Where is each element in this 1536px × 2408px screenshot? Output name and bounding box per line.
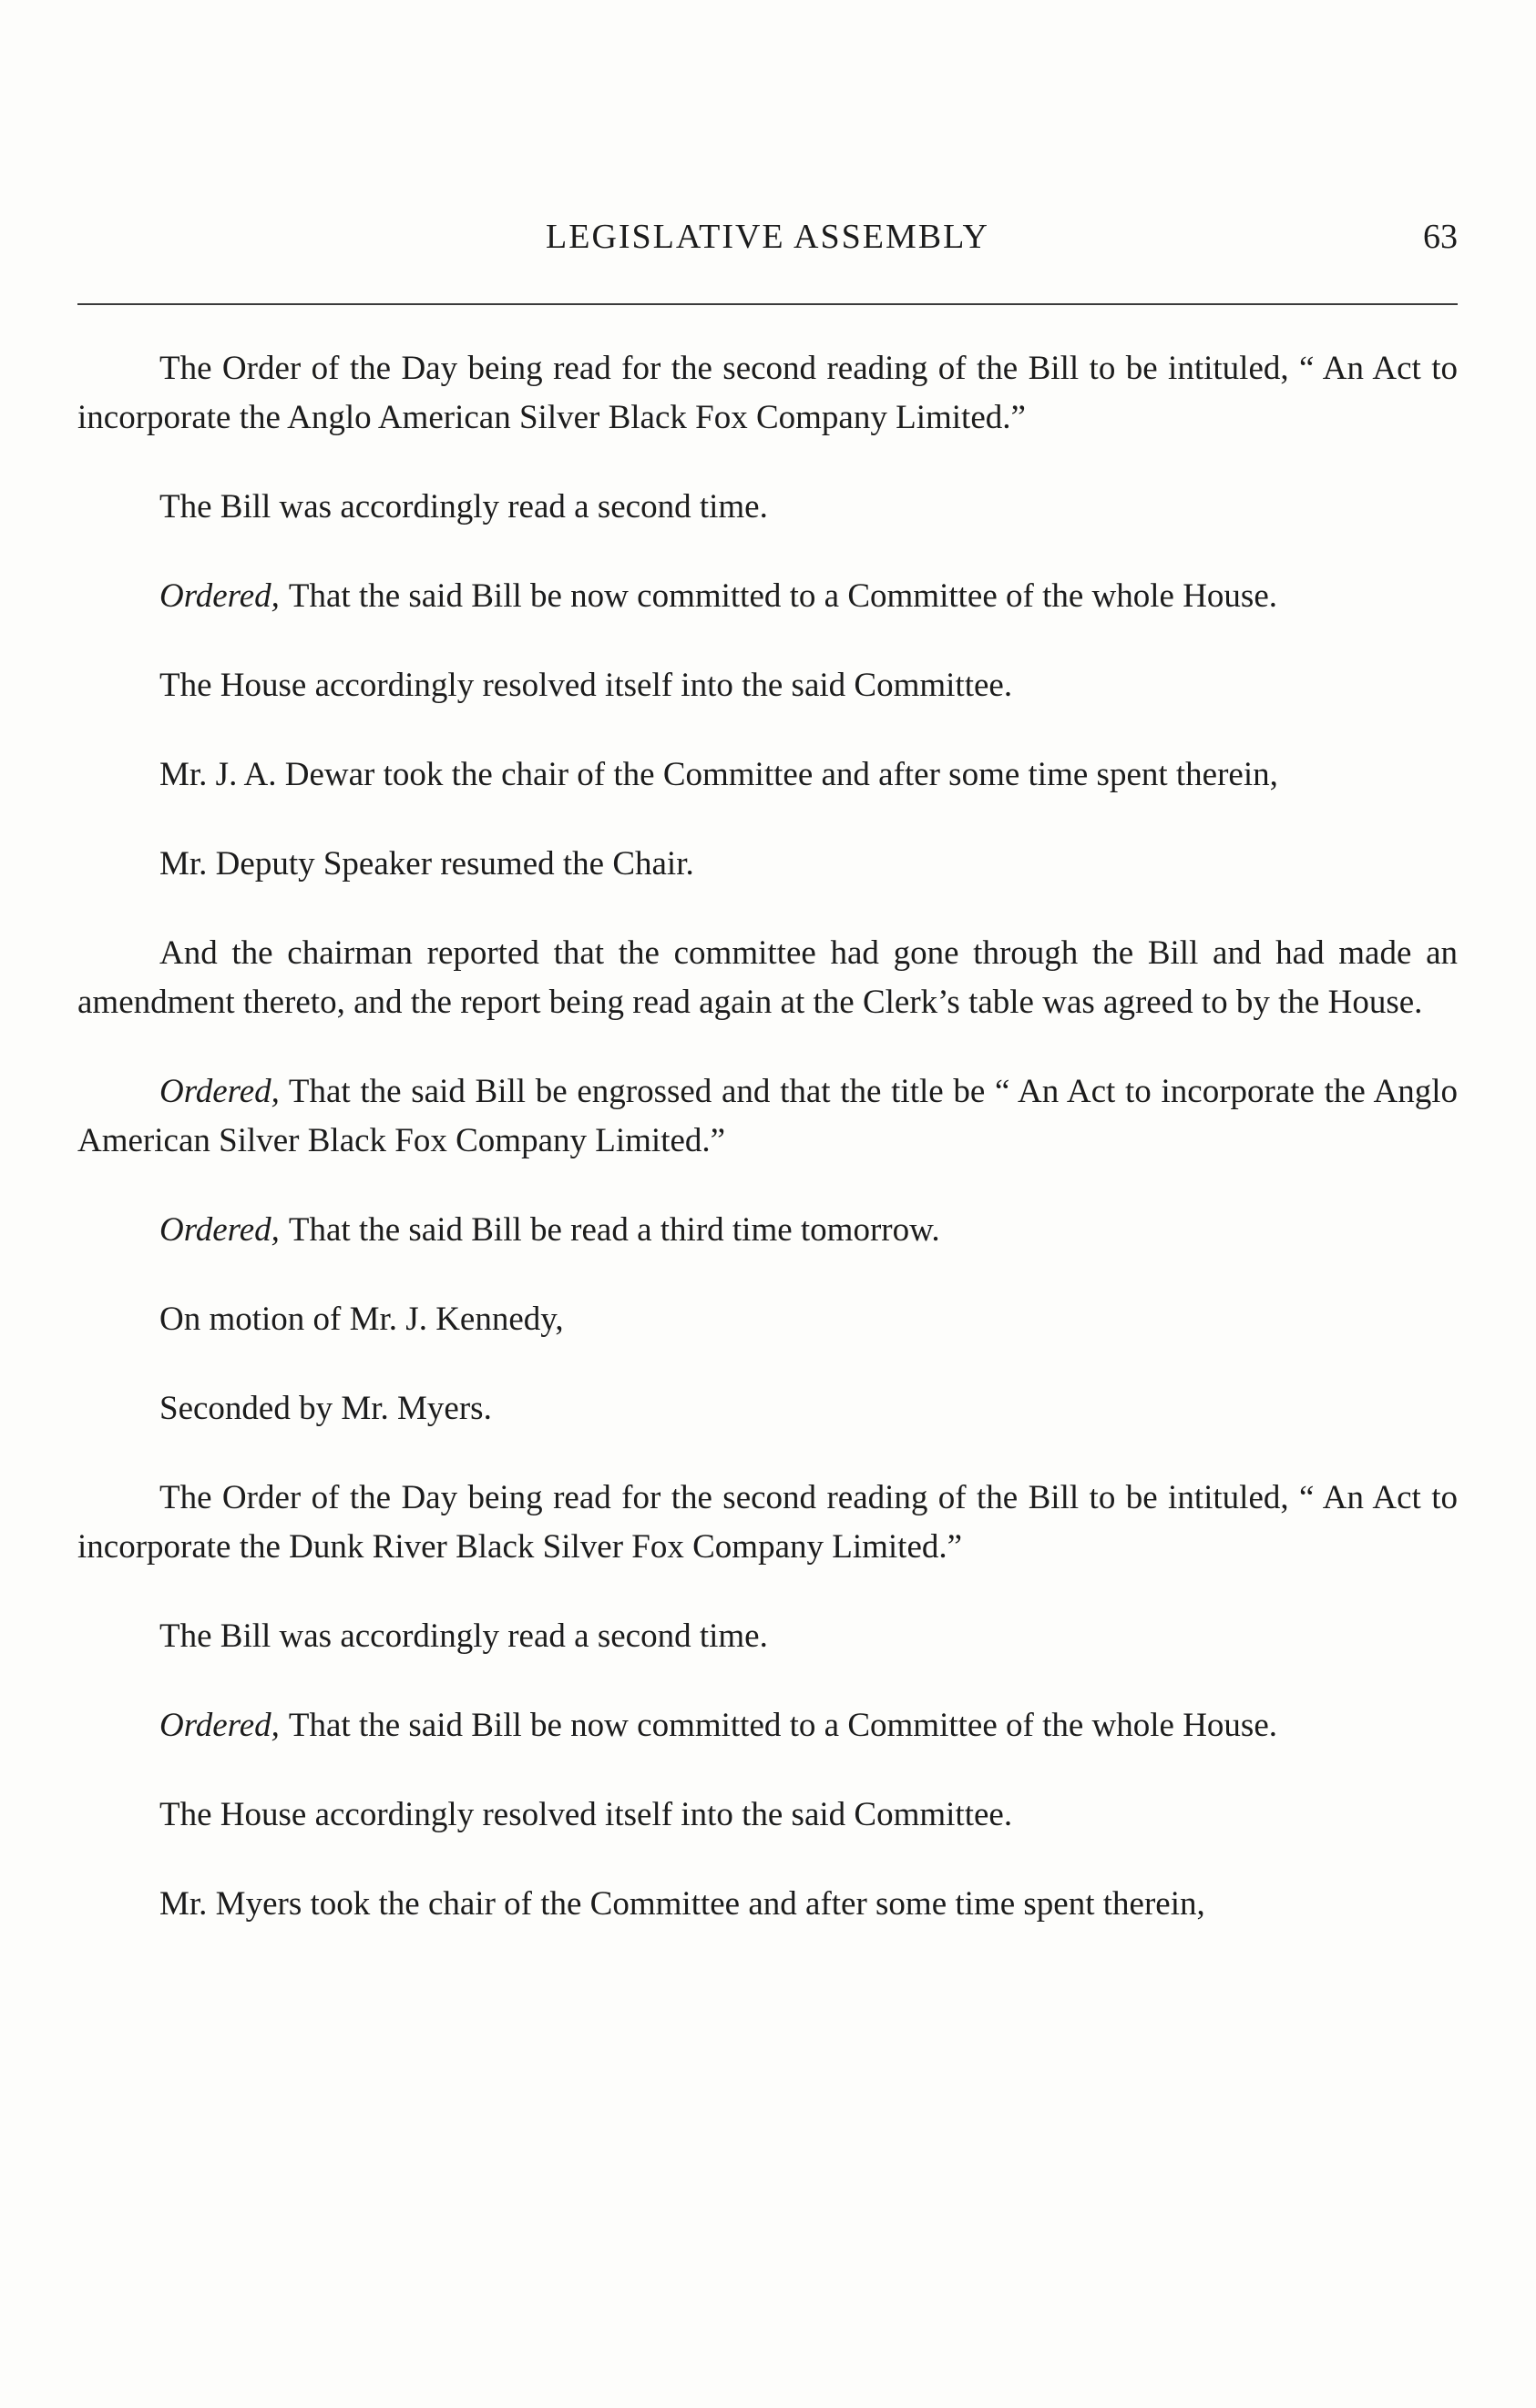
paragraph-text: The House accordingly resolved itself into the said Committee. [159,667,1013,704]
paragraph [77,1474,1458,1572]
paragraph-text: The Order of the Day being read for the second reading of the Bill to be intituled, “ An Act to incorporate the Anglo American Silver Black Fox Company Limited.” [77,350,1458,436]
paragraph-text: That the said Bill be read a third time tomorrow. [288,1211,940,1249]
paragraph [77,1701,1458,1750]
paragraph-lead: Ordered, [159,1073,280,1110]
paragraph-text: On motion of Mr. J. Kennedy, [159,1301,564,1338]
paragraph-text: Mr. J. A. Dewar took the chair of the Committee and after some time spent therein, [159,756,1278,793]
page-header [77,217,1458,271]
paragraph-text: Mr. Myers took the chair of the Committee and after some time spent therein, [159,1885,1205,1923]
paragraph-text: And the chairman reported that the committee had gone through the Bill and had made an amendment thereto, and the report being read again at the Clerk’s table was agreed to by the House. [77,934,1458,1021]
paragraph [77,929,1458,1027]
paragraph [77,572,1458,621]
paragraph [77,1067,1458,1166]
paragraph [77,1791,1458,1840]
paragraph [77,840,1458,889]
paragraph-text: That the said Bill be now committed to a Committee of the whole House. [288,577,1277,615]
paragraph-lead: Ordered, [159,1211,280,1249]
paragraph [77,1295,1458,1344]
paragraph-lead: Ordered, [159,577,280,615]
paragraph [77,661,1458,710]
paragraph [77,1384,1458,1434]
page-number: 63 [1423,218,1458,256]
paragraph [77,1880,1458,1929]
paragraph-text: Mr. Deputy Speaker resumed the Chair. [159,845,694,883]
paragraph [77,750,1458,800]
paragraph [77,1206,1458,1255]
paragraph-lead: Ordered, [159,1707,280,1744]
paragraph [77,483,1458,532]
paragraph-text: That the said Bill be engrossed and that the title be “ An Act to incorporate the Anglo American Silver Black Fox Company Limited.” [77,1073,1458,1159]
paragraph-text: The Order of the Day being read for the second reading of the Bill to be intituled, “ An Act to incorporate the Dunk River Black Silver Fox Company Limited.” [77,1479,1458,1566]
paragraph-text: The Bill was accordingly read a second time. [159,1617,768,1655]
running-head-title: LEGISLATIVE ASSEMBLY [546,218,989,256]
paragraph-text: The Bill was accordingly read a second time. [159,488,768,525]
paragraph-text: That the said Bill be now committed to a Committee of the whole House. [288,1707,1277,1744]
header-rule [77,303,1458,305]
paragraph-text: The House accordingly resolved itself into the said Committee. [159,1796,1013,1833]
paragraph-text: Seconded by Mr. Myers. [159,1390,492,1427]
paragraph [77,344,1458,443]
body-text [77,344,1458,1969]
paragraph [77,1612,1458,1661]
